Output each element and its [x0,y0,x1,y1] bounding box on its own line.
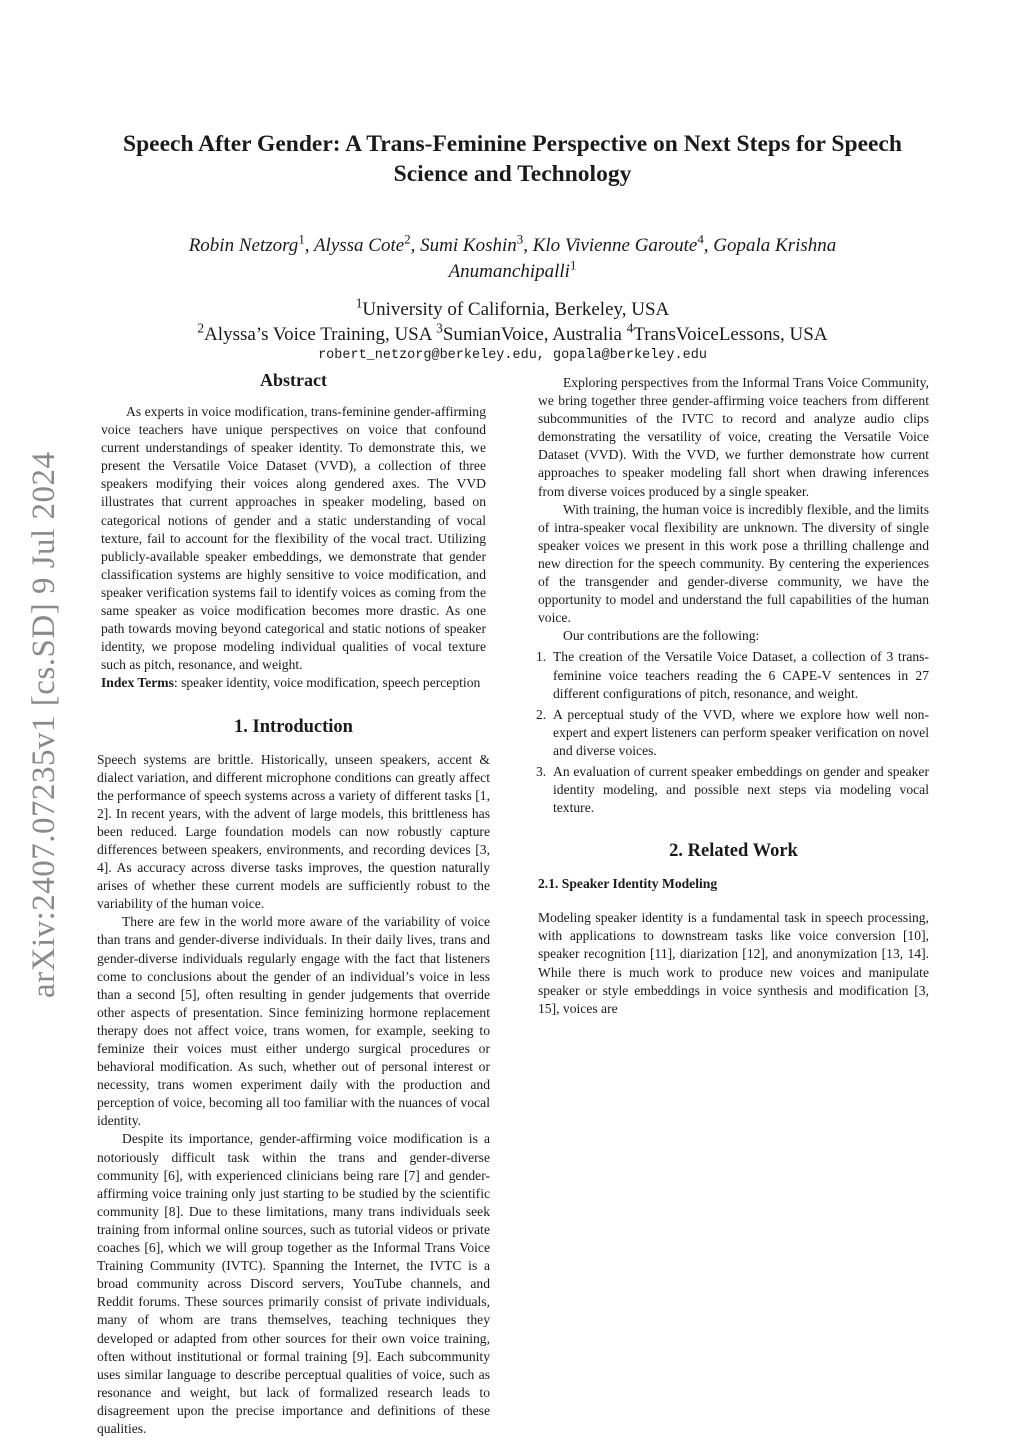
author-list [130,233,895,285]
list-item: 3. An evaluation of current speaker embeddings on gender and speaker identity modeling, and possible next steps via modeling vocal texture. [536,763,929,816]
right-column [538,374,929,1018]
list-item: 1. The creation of the Versatile Voice Dataset, a collection of 3 trans-feminine voice teachers reading the 6 CAPE-V sentences in 27 different configurations of pitch, resonance, and weight. [536,649,929,701]
author: Gopala Krishna Anumanchipalli$^1$ [448,235,837,282]
intro-paragraph: Our contributions are the following: [563,628,760,644]
intro-paragraph: Exploring perspectives from the Informal Trans Voice Community, we bring together three gender-affirming voice teachers from different subcommunities of the IVTC to record and analyze audio clips demonstrating the versatility of voice, creating the Versatile Voice Dataset (VVD). With the VVD, we further demonstrate how current approaches to speaker modeling fall short when drawing inferences from diverse voices produced by a single speaker. [538,375,929,499]
author: Klo Vivienne Garoute$^4$, [532,231,714,256]
abstract-section [97,403,490,693]
introduction-heading: 1. Introduction [234,716,353,737]
paper-title: Speech After Gender: A Trans-Feminine Perspective on Next Steps for Speech Science and Technology [123,131,902,187]
intro-paragraph: Speech systems are brittle. Historically, unseen speakers, accent & dialect variation, and different microphone conditions can greatly affect the performance of speech systems across a variety of different tasks [1, 2]. In recent years, with the advent of large models, this brittleness has been reduced. Large foundation models can now robustly capture differences between speakers, environments, and recording devices [3, 4]. As accuracy across diverse tasks improves, the question naturally arises of whether these current models are sufficiently robust to the variability of the human voice. [97,751,490,912]
arxiv-identifier: arXiv:2407.07235v1 [cs.SD] 9 Jul 2024 [26,451,62,999]
intro-paragraph: Despite its importance, gender-affirming voice modification is a notoriously difficult task within the trans and gender-diverse community [6], with experienced clinicians being rare [7] and gender-affirming voice training only just starting to be studied by the scientific community [8]. Due to these limitations, many trans individuals seek training from informal online sources, such as tutorial videos or private coaches [6], which we will group together as the Informal Trans Voice Training Community (IVTC). Spanning the Internet, the IVTC is a broad community across Discord servers, YouTube channels, and Reddit forums. These sources primarily consist of private individuals, many of whom are trans themselves, teaching techniques they developed or adapted from other sources for their own voice training, often without institutional or formal training [9]. Each subcommunity uses similar language to describe perceptual qualities of voice, such as resonance and weight, but lack of formalized research leads to disagreement upon the precise importance and definitions of these qualities. [97,1131,490,1436]
related-paragraph: Modeling speaker identity is a fundamental task in speech processing, with applications to downstream tasks like voice conversion [10], speaker recognition [11], diarization [12], and anonymization [13, 14]. While there is much work to produce new voices and manipulate speaker or style embeddings in voice synthesis and modification [3, 15], voices are [538,910,929,1016]
author: Robin Netzorg$^1$, [188,231,314,256]
contributions-list [538,648,929,817]
affiliation-line: $^2$Alyssa’s Voice Training, USA $^3$SumianVoice, Australia $^4$TransVoiceLessons, USA [197,320,828,345]
affiliations [110,297,915,347]
author: Sumi Koshin$^3$, [420,231,533,256]
list-item: 2. A perceptual study of the VVD, where we explore how well non-expert and expert listeners can perform speaker verification on novel and diverse voices. [536,706,929,758]
author-emails: robert_netzorg@berkeley.edu, gopala@berkeley.edu [318,348,707,363]
speaker-identity-subheading: 2.1. Speaker Identity Modeling [538,876,718,892]
abstract-text: As experts in voice modification, trans-feminine gender-affirming voice teachers have unique perspectives on voice that confound current understandings of speaker identity. To demonstrate this, we present the Versatile Voice Dataset (VVD), a collection of three speakers modifying their voices along gendered axes. The VVD illustrates that current approaches in speaker modeling, based on categorical notions of gender and a static understanding of vocal texture, fail to account for the flexibility of the vocal tract. Utilizing publicly-available speaker embeddings, we demonstrate that gender classification systems are highly sensitive to voice modification, and speaker verification systems fail to identify voices as coming from the same speaker as voice modification becomes more drastic. As one path towards moving beyond categorical and static notions of speaker identity, we propose modeling individual qualities of vocal texture such as pitch, resonance, and weight. [101,404,486,673]
intro-paragraph: There are few in the world more aware of the variability of voice than trans and gender-diverse individuals. In their daily lives, trans and gender-diverse individuals regularly engage with the fact that listeners come to conclusions about the gender of an individual’s voice in less than a second [5], often resulting in gender judgements that override other aspects of presentation. Since feminizing hormone replacement therapy does not affect voice, trans women, for example, seeking to feminize their voices must either undergo surgical procedures or behavioral modification. As such, whether out of personal interest or necessity, trans women experiment daily with the production and perception of voice, becoming all too familiar with the nuances of vocal identity. [97,914,490,1129]
author: Alyssa Cote$^2$, [313,231,421,256]
index-terms: Index Terms: speaker identity, voice modification, speech perception [101,675,481,691]
intro-paragraph: With training, the human voice is incredibly flexible, and the limits of intra-speaker vocal flexibility are unknown. The diversity of single speaker voices we present in this work pose a thrilling challenge and new direction for the speech community. By centering the experiences of the transgender and gender-diverse community, we have the opportunity to model and understand the full capabilities of the human voice. [538,501,929,626]
left-column [97,369,490,1438]
affiliation-line: $^1$University of California, Berkeley, USA [355,295,670,320]
related-work-heading: 2. Related Work [669,841,798,862]
abstract-heading: Abstract [260,370,327,390]
